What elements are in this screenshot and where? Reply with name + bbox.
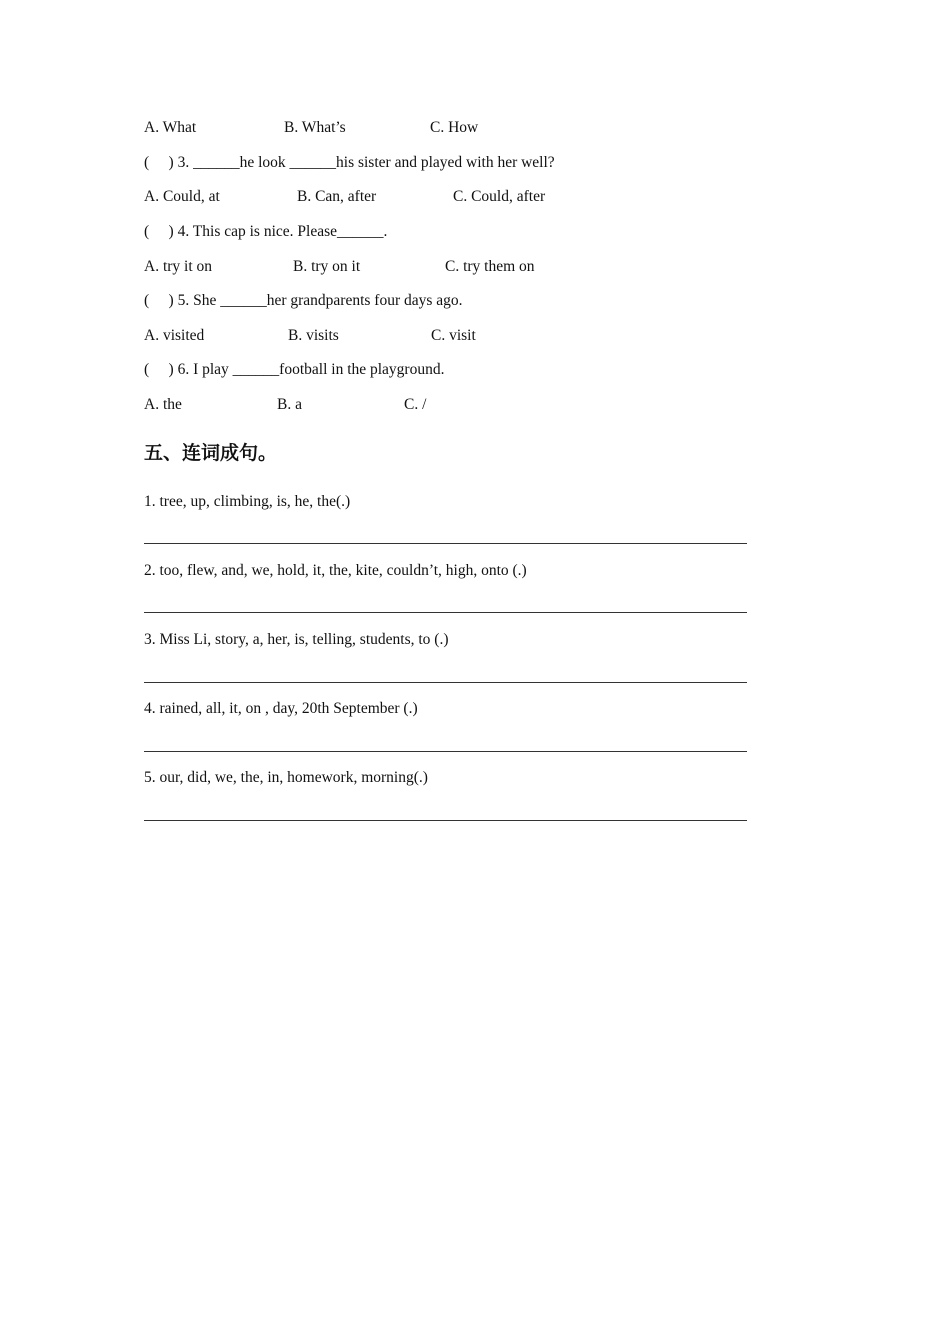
q5-option-c: C. visit <box>431 327 476 344</box>
sentence-item-4: 4. rained, all, it, on , day, 20th September (.) <box>144 700 418 717</box>
q3-option-b: B. Can, after <box>297 188 377 205</box>
q4-option-c: C. try them on <box>445 258 535 275</box>
answer-line-4 <box>144 751 747 752</box>
answer-line-1 <box>144 543 747 544</box>
sentence-item-1: 1. tree, up, climbing, is, he, the(.) <box>144 493 351 510</box>
q4-option-a: A. try it on <box>144 258 213 275</box>
q2-option-a: A. What <box>144 119 197 136</box>
q2-option-b: B. What’s <box>284 119 346 136</box>
answer-line-3 <box>144 682 747 683</box>
question-5-stem: ( ) 5. She ______her grandparents four days ago. <box>144 292 463 309</box>
sentence-item-5: 5. our, did, we, the, in, homework, morning(.) <box>144 769 428 786</box>
question-3-stem: ( ) 3. ______he look ______his sister and played with her well? <box>144 154 555 171</box>
q4-option-b: B. try on it <box>293 258 361 275</box>
answer-line-5 <box>144 820 747 821</box>
answer-line-2 <box>144 612 747 613</box>
q3-option-a: A. Could, at <box>144 188 220 205</box>
q2-option-c: C. How <box>430 119 479 136</box>
q3-option-c: C. Could, after <box>453 188 546 205</box>
question-4-stem: ( ) 4. This cap is nice. Please______. <box>144 223 388 240</box>
question-6-stem: ( ) 6. I play ______football in the playground. <box>144 361 445 378</box>
sentence-item-3: 3. Miss Li, story, a, her, is, telling, students, to (.) <box>144 631 449 648</box>
q5-option-a: A. visited <box>144 327 205 344</box>
q6-option-c: C. / <box>404 396 427 413</box>
section-5-title: 五、连词成句。 <box>144 442 278 464</box>
q5-option-b: B. visits <box>288 327 339 344</box>
q6-option-a: A. the <box>144 396 182 413</box>
q6-option-b: B. a <box>277 396 302 413</box>
sentence-item-2: 2. too, flew, and, we, hold, it, the, kite, couldn’t, high, onto (.) <box>144 562 527 579</box>
